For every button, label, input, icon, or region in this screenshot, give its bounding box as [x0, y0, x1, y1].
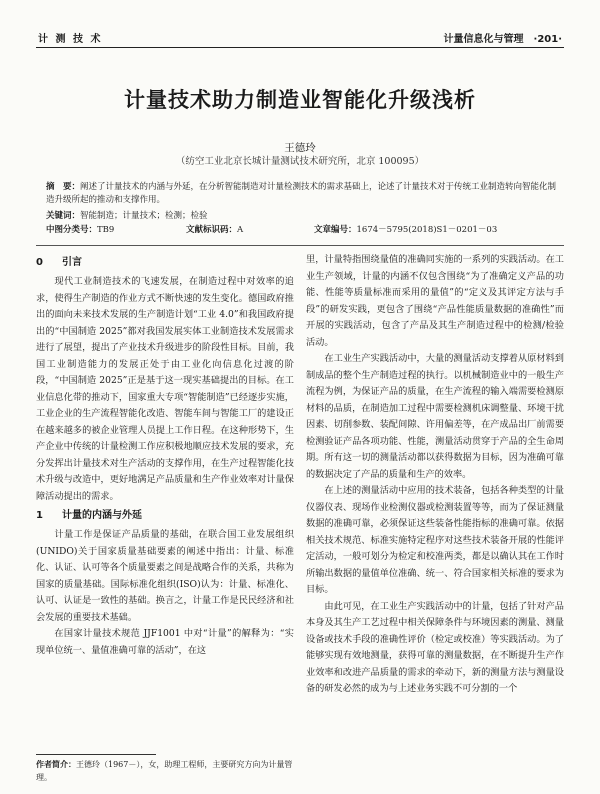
abstract-label: 摘 要：: [46, 182, 81, 192]
section-title: 引言: [62, 257, 82, 268]
running-header-left: 计 测 技 术: [38, 34, 103, 45]
clc-label: 中图分类号：: [46, 225, 98, 235]
footnote-text: 王德玲（1967－），女，助理工程师，主要研究方向为计量管理。: [36, 760, 293, 782]
article-title: 计量技术助力制造业智能化升级浅析: [124, 88, 476, 112]
affiliation: （纺空工业北京长城计量测试技术研究所，北京 100095）: [175, 156, 425, 167]
abstract-text: 阐述了计量技术的内涵与外延，在分析智能制造对计量检测技术的需求基础上，论述了计量技术对于传统工业制造转向智能化制造升级所起的推动和支撑作用。: [46, 182, 557, 205]
keywords-label: 关键词：: [46, 211, 81, 221]
article-number-label: 文章编号：: [314, 225, 357, 235]
footnote-label: 作者简介：: [36, 759, 76, 769]
paragraph: 现代工业制造技术的飞速发展，在制造过程中对效率的追求，使得生产制造的作业方式不断快速的发生变化。德国政府推出的面向未来技术发展的生产制造计划“工业 4.0”和我国政府提出的“中国制造 2025”都对我国发展实体工业制造技术发展需求进行了展望，提出了产业技术升级进步的阶段性目标。目前，我国工业制造能力的发展正处于由工业化向信息化过渡的阶段，“中国制造 2025”正是基于这一现实基础提出的目标。在工业信息化带的推动下，国家重大专项“智能制造”已经逐步实施，工业企业的生产流程智能化改造、智能车间与智能工厂的建设正在越来越多的被企业管理人员提上工作日程。在这种形势下，生产企业中传统的计量检测工作应积极地顺应技术发展的要求，充分发挥出计量技术对生产活动的支撑作用，在生产过程智能化技术升级与改造中，更好地满足产品质量和生产作业效率对计量保障活动提出的需求。: [36, 276, 294, 502]
paragraph: 由此可见，在工业生产实践活动中的计量，包括了针对产品本身及其生产工艺过程中相关保障条件与环境因素的测量、测量设备或技术手段的准确性评价（检定或校准）等实践活动。为了能够实现有效地测量，获得可靠的测量数据，在不断提升生产作业效率和改进产品质量的需求的牵动下，新的测量方法与测量设备的研发必然的成为与上述业务实践不可分割的一个: [306, 600, 564, 694]
article-number-value: 1674－5795(2018)S1－0201－03: [356, 225, 498, 235]
keywords-text: 智能制造；计量技术；检测；检验: [80, 211, 208, 221]
doc-code-value: A: [237, 225, 244, 235]
section-number: 1: [36, 510, 43, 521]
author-footnote: [36, 758, 294, 784]
running-header-right: 计量信息化与管理 ·201·: [443, 34, 562, 45]
header-rule: [36, 47, 564, 48]
section-title: 计量的内涵与外延: [62, 510, 142, 521]
section-number: 0: [36, 257, 43, 268]
meta-rule: [36, 245, 564, 246]
paragraph: 在上述的测量活动中应用的技术装备，包括各种类型的计量仪器仪表、现场作业检测仪器或检测装置等等，而为了保证测量数据的准确可靠，必须保证这些装备性能指标的准确可靠。依据相关技术规范、标准实施特定程序对这些技术装备开展的性能评定活动，一般可划分为检定和校准两类，都是以确认其在工作时所输出数据的量值单位准确、统一、符合国家相关标准的要求为目标。: [306, 485, 564, 595]
section-heading-connotation: [36, 505, 294, 527]
right-column: [306, 252, 564, 698]
left-column: [36, 252, 294, 659]
doc-code-label: 文献标识码：: [186, 225, 238, 235]
footnote-rule: [36, 754, 156, 755]
section-heading-introduction: [36, 252, 294, 274]
keywords: [46, 210, 562, 223]
author: 王德玲: [284, 142, 316, 154]
classification-ids: [46, 224, 562, 237]
abstract: [46, 181, 562, 207]
paragraph: 计量工作是保证产品质量的基础，在联合国工业发展组织(UNIDO)关于国家质量基础要素的阐述中指出：计量、标准化、认证、认可等各个质量要素之间是战略合作的关系，共称为国家的质量基础。国际标准化组织(ISO)认为：计量、标准化、认可、认证是一致性的基础。换言之，计量工作是民民经济和社会发展的重要技术基础。: [36, 529, 294, 623]
clc-value: TB9: [97, 225, 115, 235]
paragraph: 在工业生产实践活动中，大量的测量活动支撑着从原材料到制成品的整个生产制造过程的执行。以机械制造业中的一般生产流程为例，为保证产品的质量，在生产流程的输入端需要检测原材料的品质，在制造加工过程中需要检测机床调整量、环境干扰因素、切削参数、装配间隙、许用偏差等，在产成品出厂前需要检测验证产品各项功能、性能，测量活动贯穿于产品的全生命周期。所有这一切的测量活动都以获得数据为目标，因为准确可靠的数据决定了产品的质量和生产的效率。: [306, 353, 564, 480]
paragraph: 里，计量特指围绕量值的准确同实施的一系列的实践活动。在工业生产领域，计量的内涵不仅包含围绕“为了准确定义产品的功能、性能等质量标准而采用的量值”的“定义及其评定方法与手段”的研发实践，更包含了围绕“产品性能质量数据的准确性”而开展的实践活动，包含了产品及其生产制造过程中的检测/检验活动。: [306, 254, 564, 348]
paragraph: 在国家计量技术规范 JJF1001 中对“计量”的解释为：“实现单位统一、量值准确可靠的活动”，在这: [36, 628, 294, 656]
